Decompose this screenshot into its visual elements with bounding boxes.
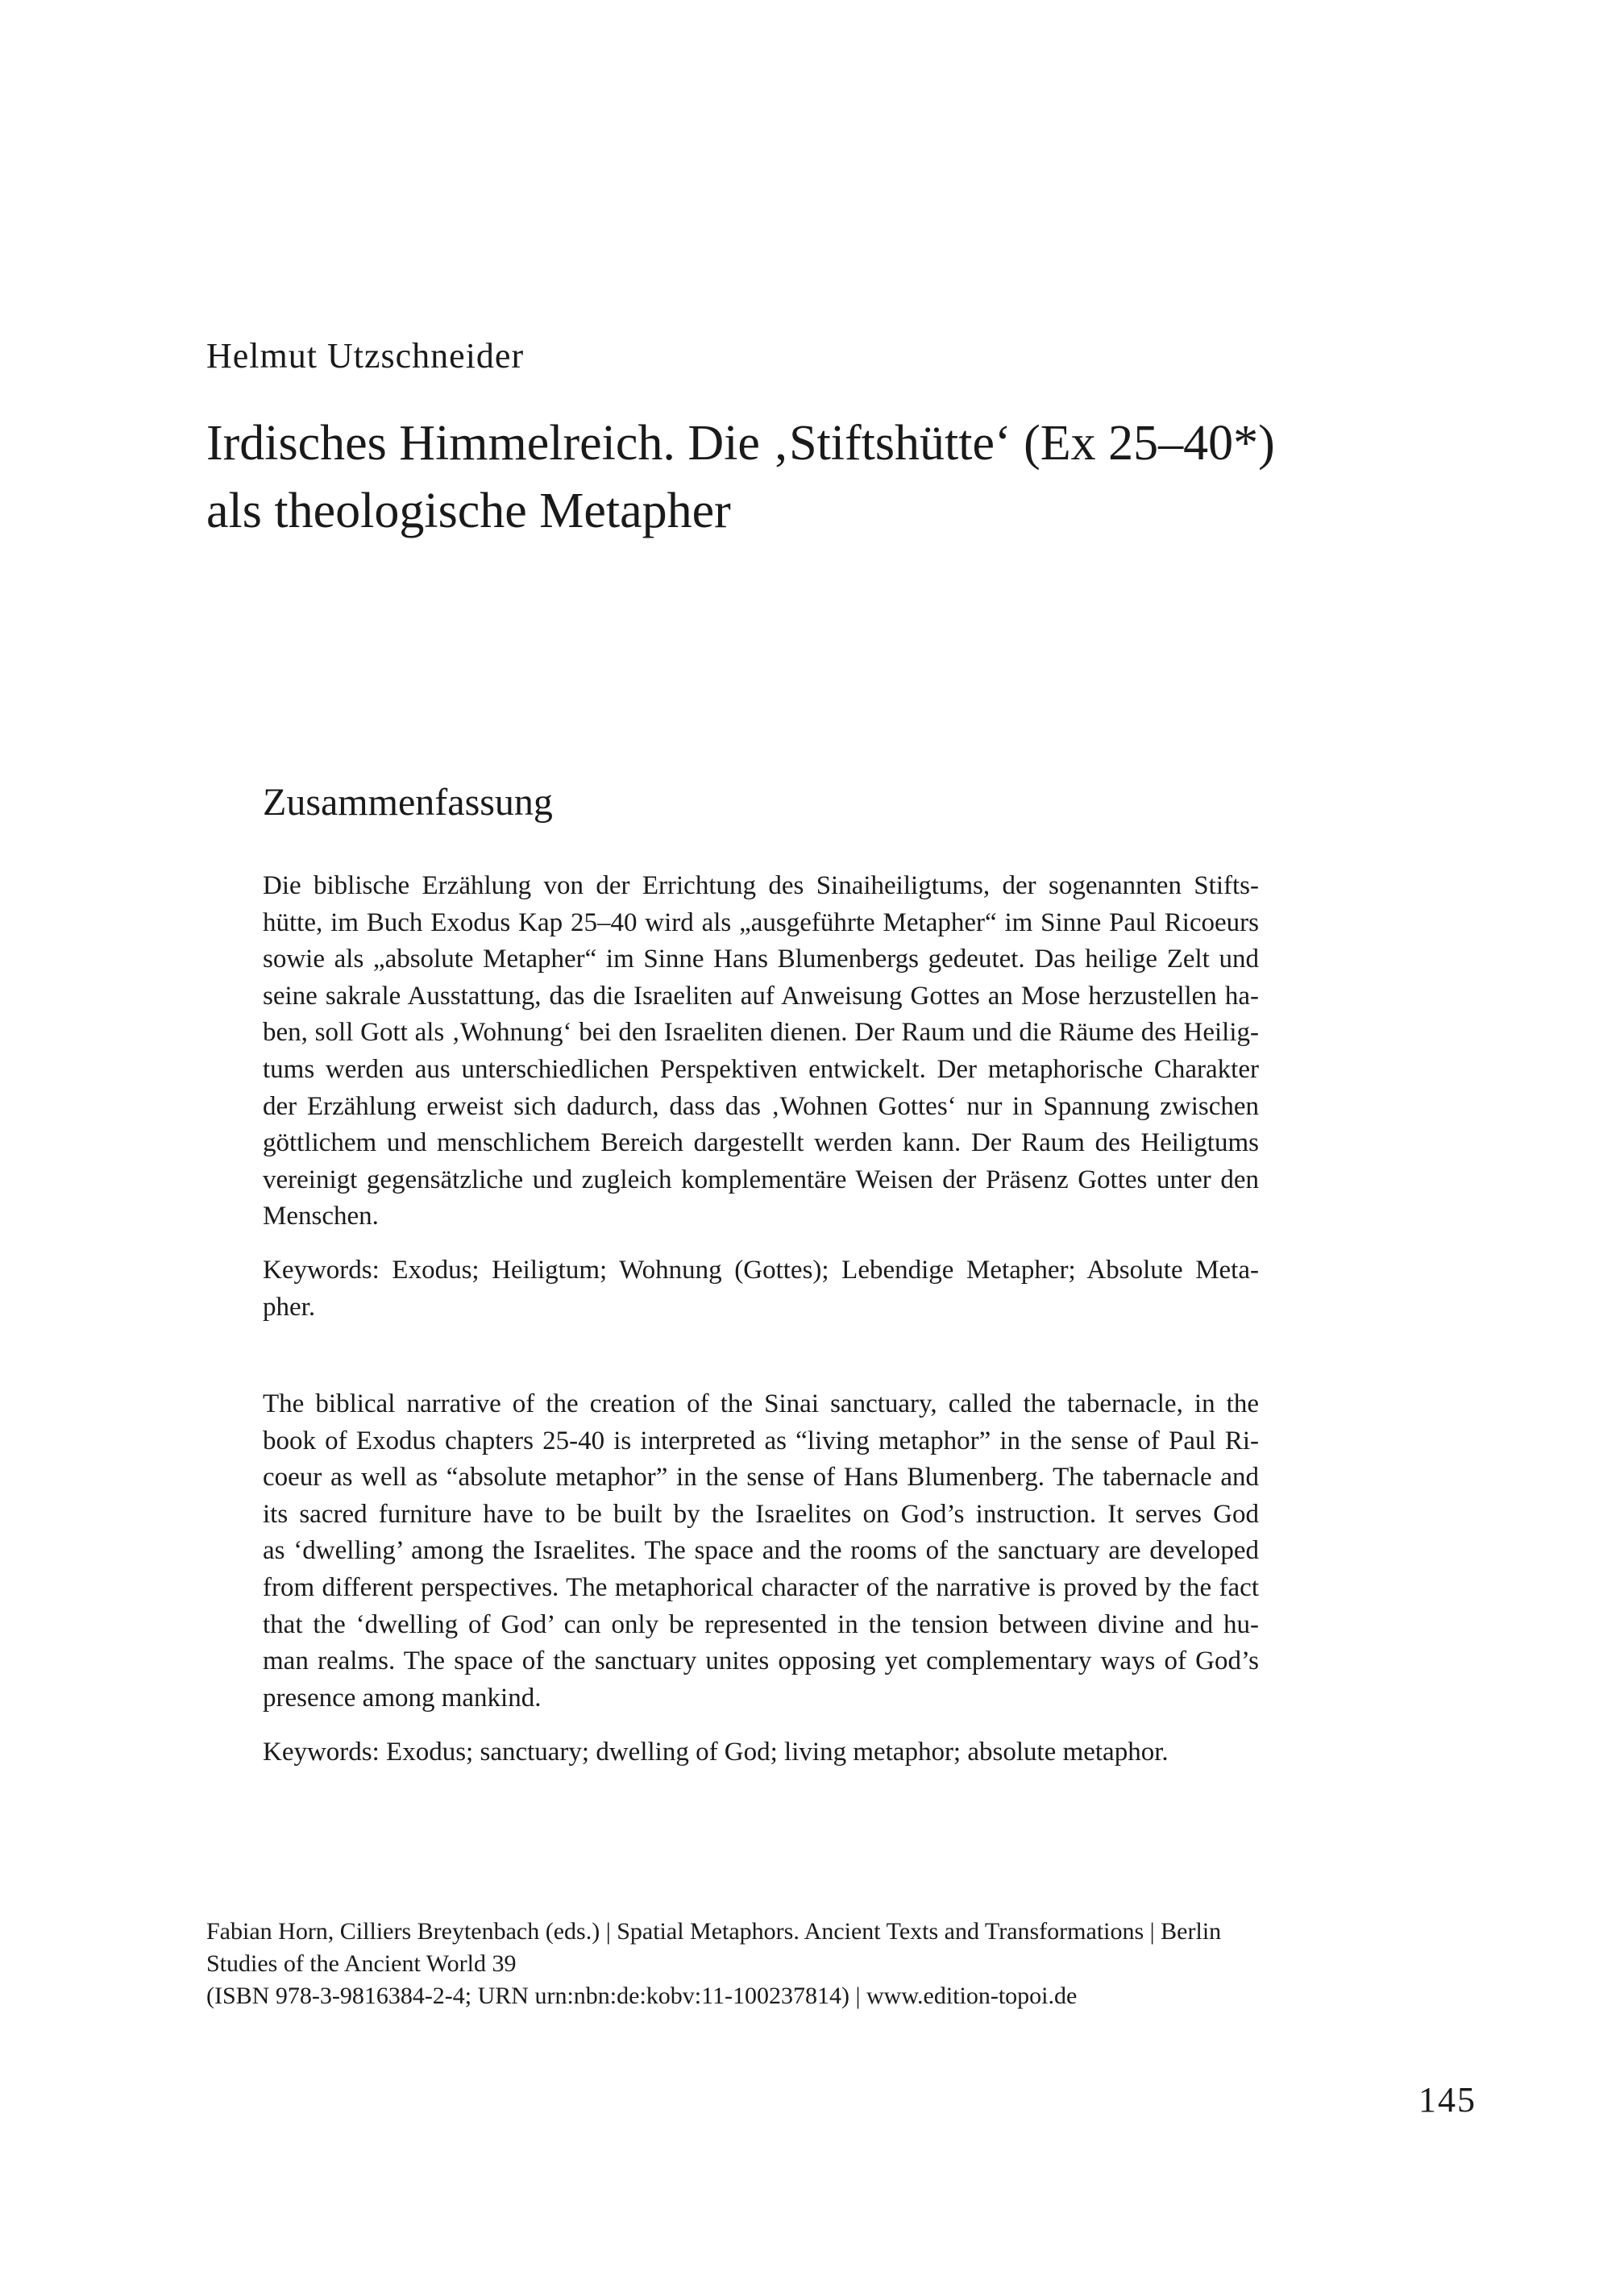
keywords-german [263, 1252, 1259, 1326]
text-line: göttlichem und menschlichem Bereich dargestellt werden kann. Der Raum des Heiligtums [263, 1128, 1259, 1158]
text-line: seine sakrale Ausstattung, das die Israeliten auf Anweisung Gottes an Mose herzustellen ha- [263, 981, 1259, 1011]
abstract-heading: Zusammenfassung [263, 781, 553, 824]
footer-line: (ISBN 978-3-9816384-2-4; URN urn:nbn:de:kobv:11-100237814) | www.edition-topoi.de [206, 1983, 1078, 2009]
text-line: book of Exodus chapters 25-40 is interpreted as “living metaphor” in the sense of Paul Ri- [263, 1426, 1259, 1455]
text-line: Die biblische Erzählung von der Errichtung des Sinaiheiligtums, der sogenannten Stifts- [263, 871, 1259, 900]
footer-line: Fabian Horn, Cilliers Breytenbach (eds.) | Spatial Metaphors. Ancient Texts and Transformations | Berlin [206, 1918, 1222, 1945]
abstract-english [263, 1386, 1259, 1717]
text-line: ben, soll Gott als ‚Wohnung‘ bei den Israeliten dienen. Der Raum und die Räume des Heilig- [263, 1018, 1259, 1048]
text-line: der Erzählung erweist sich dadurch, dass das ‚Wohnen Gottes‘ nur in Spannung zwischen [263, 1091, 1259, 1121]
text-line: Menschen. [263, 1202, 379, 1231]
footer-line: Studies of the Ancient World 39 [206, 1950, 517, 1977]
text-line: vereinigt gegensätzliche und zugleich komplementäre Weisen der Präsenz Gottes unter den [263, 1165, 1259, 1194]
text-line: as ‘dwelling’ among the Israelites. The space and the rooms of the sanctuary are developed [263, 1536, 1259, 1566]
text-line: from different perspectives. The metaphorical character of the narrative is proved by the fact [263, 1572, 1259, 1602]
text-line: Keywords: Exodus; sanctuary; dwelling of God; living metaphor; absolute metaphor. [263, 1738, 1169, 1767]
article-title [206, 409, 1335, 545]
keywords-english [263, 1734, 1259, 1771]
text-line: Keywords: Exodus; Heiligtum; Wohnung (Gottes); Lebendige Metapher; Absolute Meta- [263, 1256, 1259, 1285]
title-line: als theologische Metapher [206, 484, 731, 538]
text-line: coeur as well as “absolute metaphor” in the sense of Hans Blumenberg. The tabernacle and [263, 1463, 1259, 1493]
text-line: hütte, im Buch Exodus Kap 25–40 wird als „ausgeführte Metapher“ im Sinne Paul Ricoeurs [263, 907, 1259, 937]
text-line: presence among mankind. [263, 1683, 542, 1713]
text-line: The biblical narrative of the creation of the Sinai sanctuary, called the tabernacle, in the [263, 1389, 1259, 1418]
text-line: pher. [263, 1292, 316, 1322]
text-line: its sacred furniture have to be built by the Israelites on God’s instruction. It serves God [263, 1499, 1259, 1529]
text-line: tums werden aus unterschiedlichen Perspektiven entwickelt. Der metaphorische Charakter [263, 1054, 1259, 1084]
page-number: 145 [1418, 2080, 1477, 2120]
title-line: Irdisches Himmelreich. Die ‚Stiftshütte‘ (Ex 25–40*) [206, 416, 1275, 471]
text-line: that the ‘dwelling of God’ can only be represented in the tension between divine and hu- [263, 1609, 1259, 1639]
abstract-german [263, 868, 1259, 1235]
author-name: Helmut Utzschneider [206, 336, 525, 376]
text-line: sowie als „absolute Metapher“ im Sinne Hans Blumenbergs gedeutet. Das heilige Zelt und [263, 945, 1259, 974]
citation-footer [206, 1916, 1262, 2012]
text-line: man realms. The space of the sanctuary unites opposing yet complementary ways of God’s [263, 1646, 1259, 1676]
